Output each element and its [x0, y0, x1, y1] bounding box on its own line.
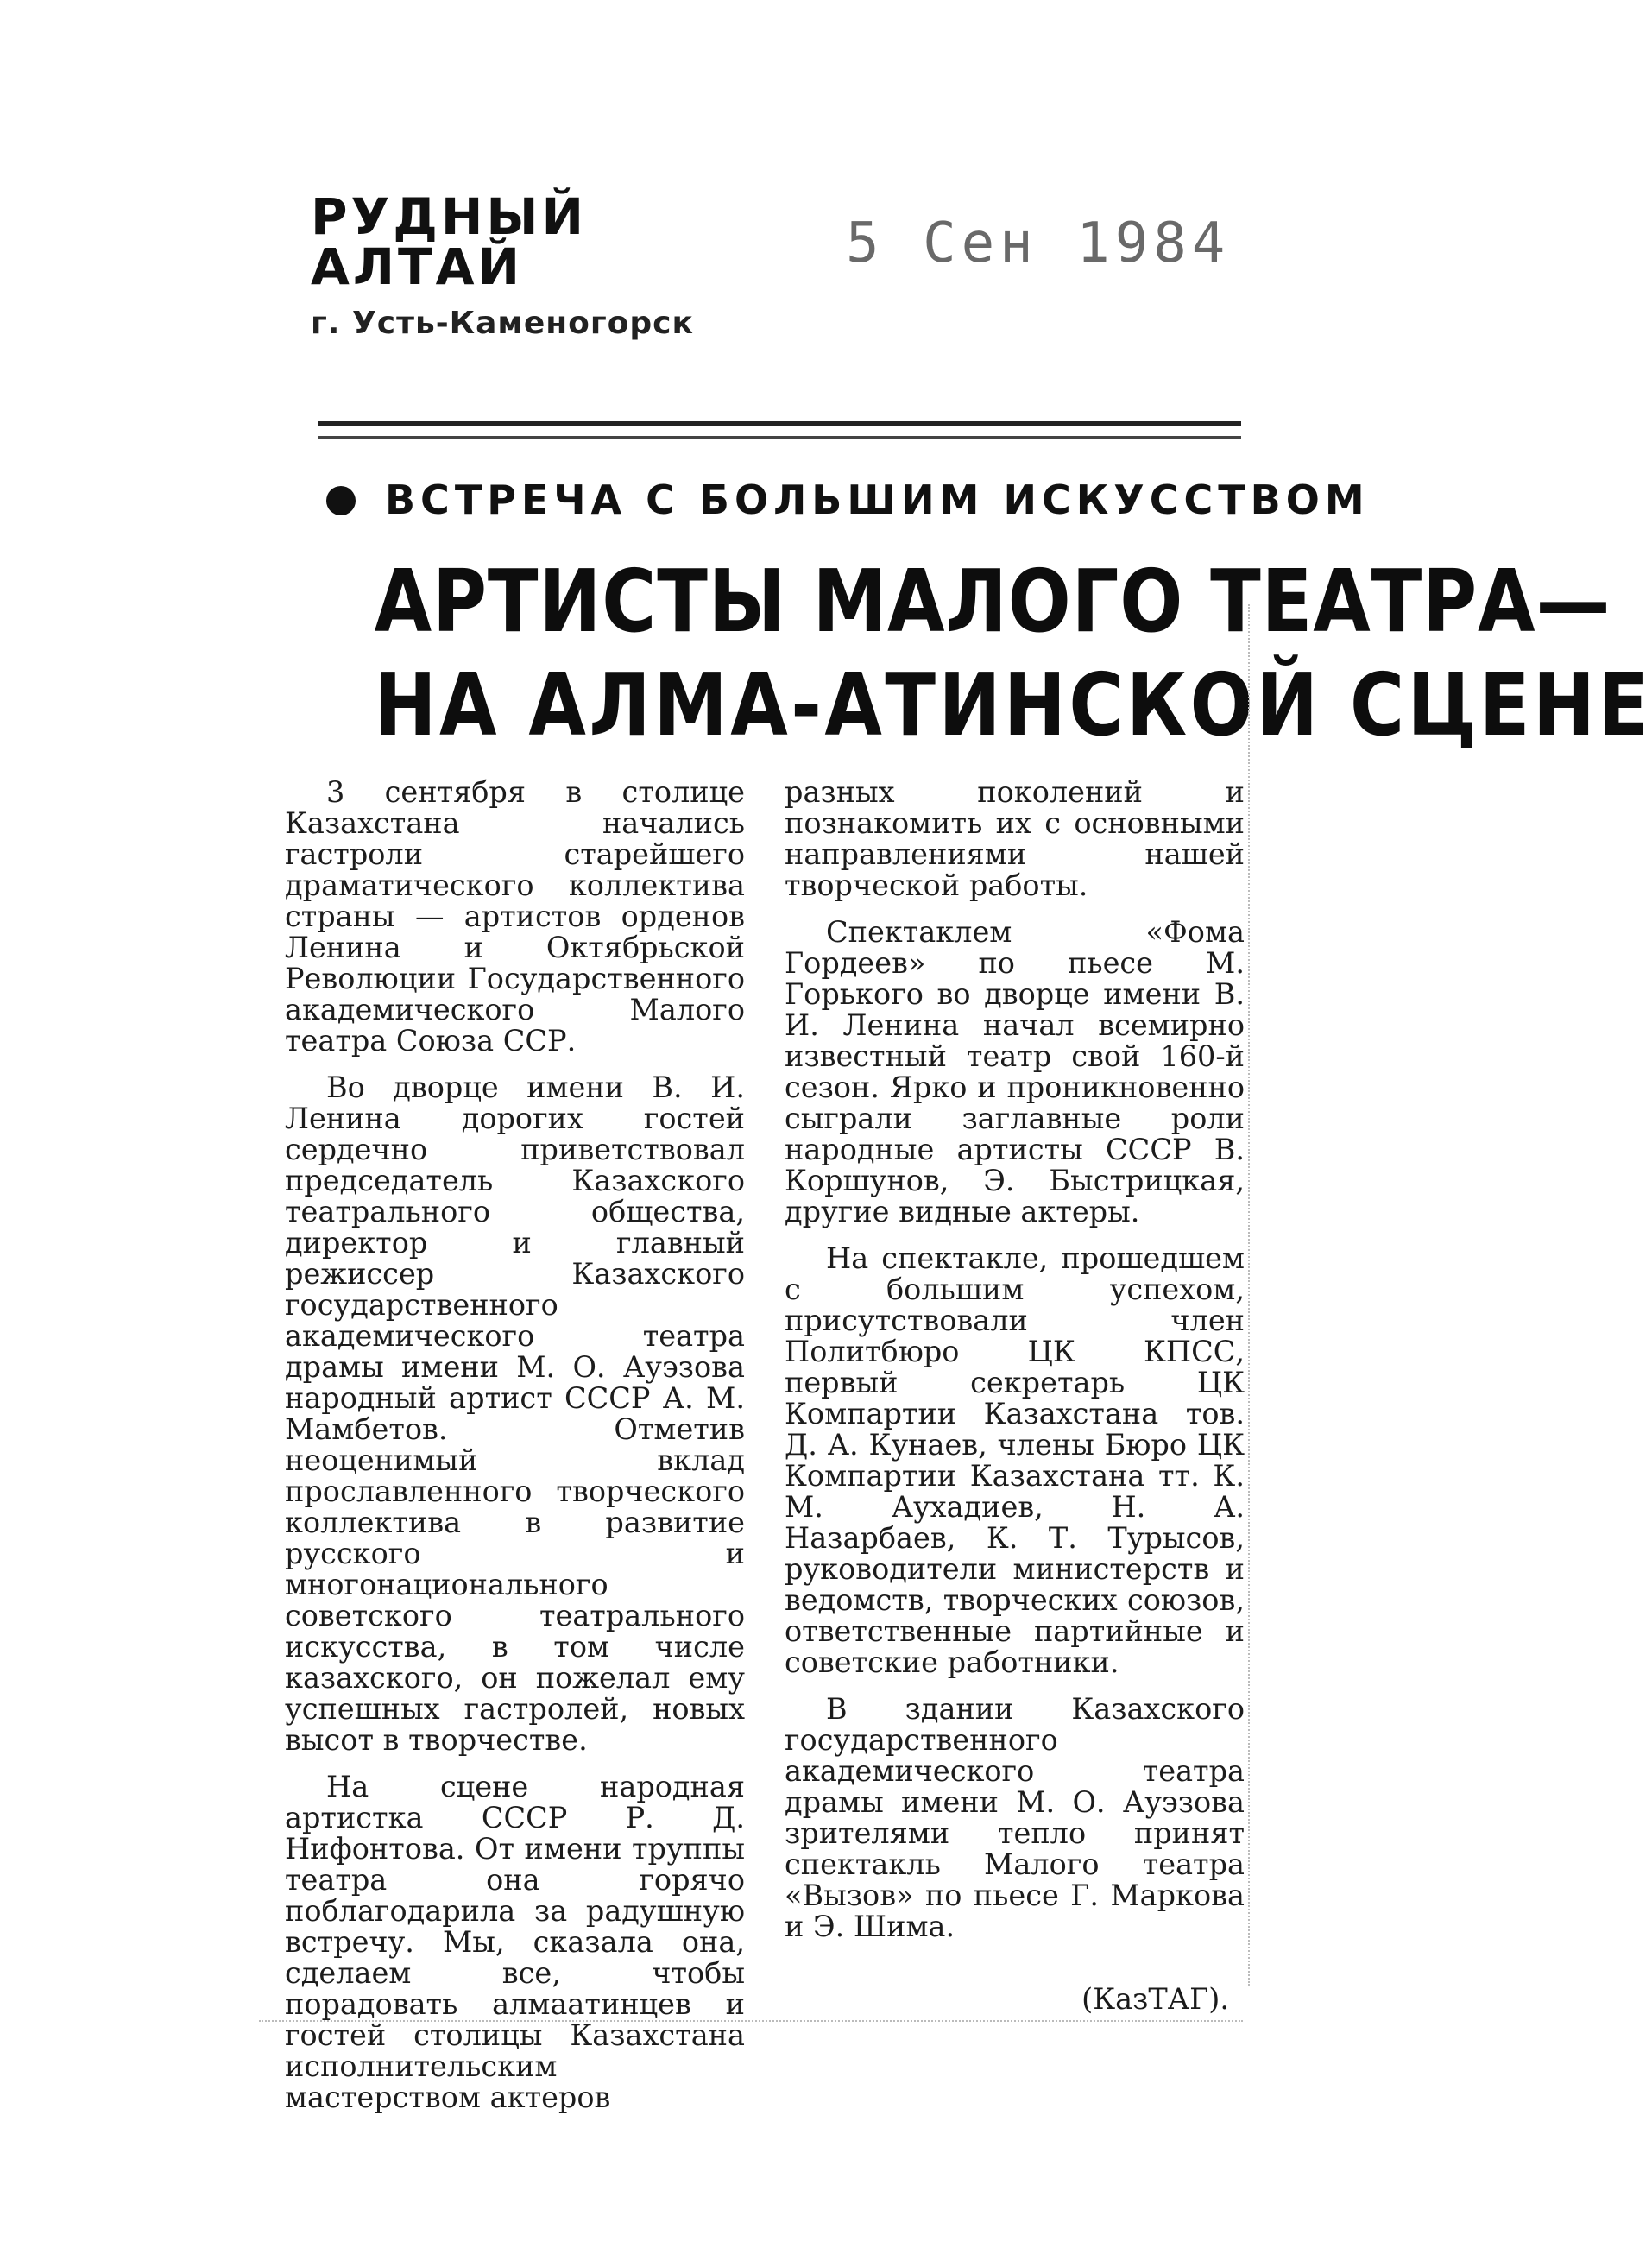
- paragraph: 3 сентября в столице Казахстана начались гастроли старейшего драматического коллектива страны — артистов орденов Ленина и Октябрьской Революции Государственного академического Малого театра Союза ССР.: [285, 775, 745, 1058]
- date-stamp: 5 Сен 1984: [846, 212, 1231, 275]
- headline-line-1: АРТИСТЫ МАЛОГО ТЕАТРА—: [374, 551, 1611, 652]
- paragraph: В здании Казахского государственного академического театра драмы имени М. О. Ауэзова зрителями тепло принят спектакль Малого театра «Вызов» по пьесе Г. Маркова и Э. Шима.: [785, 1692, 1245, 1943]
- newspaper-city: г. Усть-Каменогорск: [311, 306, 694, 341]
- clipping-bottom-edge: [259, 2020, 1243, 2022]
- article-body: [285, 777, 1245, 2129]
- paragraph-continuation: разных поколений и познакомить их с основными направлениями нашей творческой работы.: [785, 775, 1245, 902]
- kicker-text: ВСТРЕЧА С БОЛЬШИМ ИСКУССТВОМ: [385, 477, 1370, 523]
- double-rule-divider: [318, 421, 1241, 439]
- newspaper-name: РУДНЫЙ АЛТАЙ: [311, 187, 588, 296]
- paragraph: Во дворце имени В. И. Ленина дорогих гостей сердечно приветствовал председатель Казахского театрального общества, директор и главный режиссер Казахского государственного академического театра драмы имени М. О. Ауэзова народный артист СССР А. М. Мамбетов. Отметив неоценимый вклад прославленного творческого коллектива в развитие русского и многонационального советского театрального искусства, в том числе казахского, он пожелал ему успешных гастролей, новых высот в творчестве.: [285, 1070, 745, 1757]
- headline-line-2: НА АЛМА-АТИНСКОЙ СЦЕНЕ: [374, 654, 1652, 755]
- article-headline: [309, 551, 1652, 755]
- left-column: [285, 777, 745, 2129]
- bullet-icon: [326, 486, 356, 515]
- clipping-edge: [1248, 604, 1250, 1986]
- right-column: [785, 777, 1245, 2129]
- news-agency-credit: (КазТАГ).: [1081, 1982, 1229, 2016]
- paragraph: На сцене народная артистка СССР Р. Д. Нифонтова. От имени труппы театра она горячо поблагодарила за радушную встречу. Мы, сказала она, сделаем все, чтобы порадовать алмаатинцев и гостей столицы Казахстана исполнительским мастерством актеров: [285, 1770, 745, 2114]
- article-kicker: [326, 477, 1370, 523]
- paragraph: Спектаклем «Фома Гордеев» по пьесе М. Горького во дворце имени В. И. Ленина начал всемирно известный театр свой 160-й сезон. Ярко и проникновенно сыграли заглавные роли народные артисты СССР В. Коршунов, Э. Быстрицкая, другие видные актеры.: [785, 915, 1245, 1228]
- paragraph: На спектакле, прошедшем с большим успехом, присутствовали член Политбюро ЦК КПСС, первый секретарь ЦК Компартии Казахстана тов. Д. А. Кунаев, члены Бюро ЦК Компартии Казахстана тт. К. М. Аухадиев, Н. А. Назарбаев, К. Т. Турысов, руководители министерств и ведомств, творческих союзов, ответственные партийные и советские работники.: [785, 1241, 1245, 1679]
- newspaper-masthead: [311, 187, 760, 341]
